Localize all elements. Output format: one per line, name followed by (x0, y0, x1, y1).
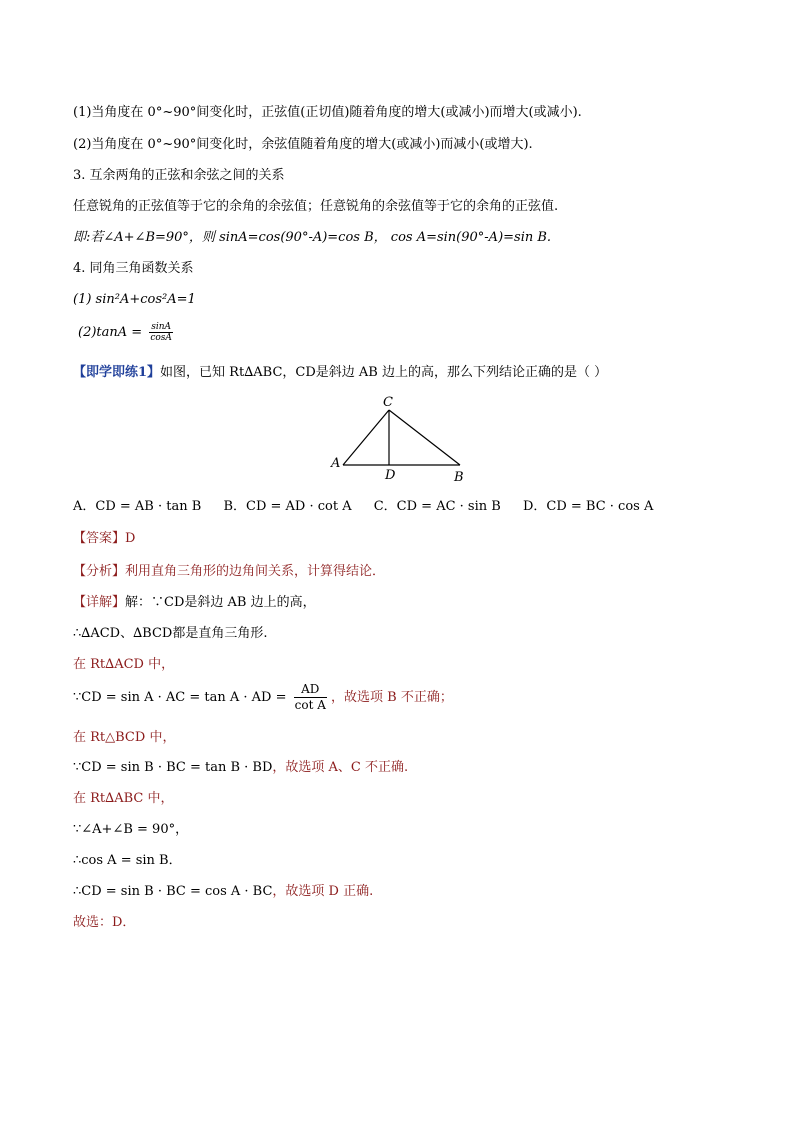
triangle-figure (325, 392, 475, 487)
fraction-numerator: sinA (151, 322, 172, 332)
paragraph-sine-monotonic: (1)当角度在 0°~90°间变化时，正弦值(正切值)随着角度的增大(或减小)而增大(或减小). (73, 105, 582, 120)
exercise-question (73, 364, 607, 382)
step-in-acd: 在 Rt∆ACD 中， (73, 657, 175, 672)
option-c: C．CD = AC · sin B (373, 499, 501, 514)
step-in-abc: 在 Rt∆ABC 中， (73, 791, 174, 806)
option-d: D．CD = BC · cos A (522, 499, 654, 514)
formula-tan-identity (78, 322, 173, 343)
formula-tan-fraction (149, 322, 173, 343)
vertex-label-d: D (385, 468, 396, 483)
formula-complement: 即:若∠A+∠B=90°，则 sinA=cos(90°-A)=cos B， cos A=sin(90°-A)=sin B. (73, 230, 552, 245)
step-bcd-conclusion: ，故选项 A、C 不正确. (272, 760, 409, 775)
fraction-denominator: cot A (294, 698, 326, 712)
side-ac (343, 410, 389, 465)
fraction-numerator: AD (294, 682, 327, 698)
option-a: A．CD = AB · tan B (73, 499, 202, 514)
side-cb (389, 410, 460, 465)
fraction-denominator: cosA (150, 333, 172, 343)
final-choice: 故选：D． (73, 915, 136, 930)
step-final-relation (73, 883, 373, 901)
exercise-text: 如图，已知 Rt∆ABC，CD是斜边 AB 边上的高，那么下列结论正确的是（ ） (160, 365, 608, 380)
step-cos-sin: ∴cos A = sin B． (73, 853, 182, 868)
step-bcd-relation (73, 759, 408, 777)
exercise-tag: 【即学即练1】 (73, 365, 161, 380)
answer: 【答案】D (73, 531, 136, 546)
formula-pythagorean-identity: (1) sin²A+cos²A=1 (73, 292, 196, 307)
step-right-triangles: ∴∆ACD、∆BCD都是直角三角形. (73, 626, 268, 641)
analysis: 【分析】利用直角三角形的边角间关系，计算得结论． (73, 564, 386, 579)
vertex-label-a: A (331, 456, 341, 471)
step-cd-conclusion: ，故选项 B 不正确； (331, 690, 453, 705)
paragraph-complement-relation: 任意锐角的正弦值等于它的余角的余弦值；任意锐角的余弦值等于它的余角的正弦值. (73, 199, 559, 214)
formula-tan-lhs: (2)tanA = (78, 325, 143, 340)
detail-text: 解：∵CD是斜边 AB 边上的高， (125, 595, 316, 610)
step-final-conclusion: ，故选项 D 正确. (272, 884, 374, 899)
step-final-lhs: ∴CD = sin B · BC = cos A · BC (73, 884, 273, 899)
detail-tag: 【详解】 (73, 595, 126, 610)
step-cd-fraction (294, 682, 327, 713)
step-angle-sum: ∵∠A+∠B = 90°， (73, 822, 189, 837)
step-in-bcd: 在 Rt△BCD 中， (73, 730, 176, 745)
vertex-label-b: B (454, 470, 464, 485)
options-row (73, 498, 671, 516)
paragraph-cosine-monotonic: (2)当角度在 0°~90°间变化时，余弦值随着角度的增大(或减小)而减小(或增大). (73, 137, 533, 152)
step-cd-lhs: ∵CD = sin A · AC = tan A · AD = (73, 690, 287, 705)
option-b: B．CD = AD · cot A (223, 499, 352, 514)
detail-intro (73, 594, 316, 612)
step-cd-relation (73, 682, 453, 713)
vertex-label-c: C (383, 395, 393, 410)
step-bcd-lhs: ∵CD = sin B · BC = tan B · BD (73, 760, 273, 775)
section-heading-4: 4. 同角三角函数关系 (73, 261, 194, 276)
section-heading-3: 3. 互余两角的正弦和余弦之间的关系 (73, 168, 285, 183)
